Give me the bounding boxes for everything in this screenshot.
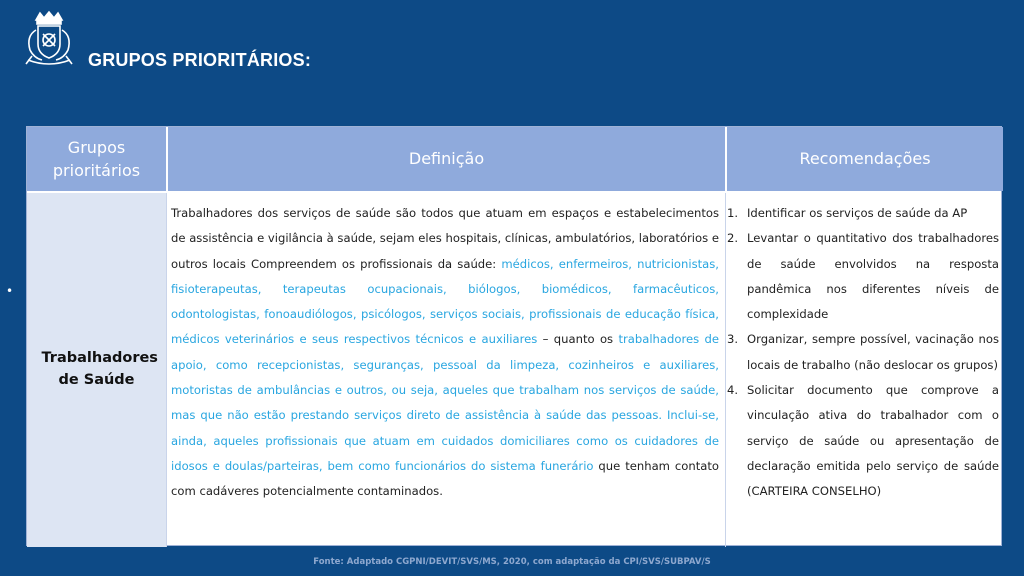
- recommendation-item: [727, 378, 999, 504]
- column-header-recommendations: Recomendações: [727, 127, 1003, 191]
- recommendation-text: Solicitar documento que comprove a vinculação ativa do trabalhador com o serviço de saúde ou apresentação de declaração emitida pelo serviço de saúde (CARTEIRA CONSELHO): [747, 383, 999, 499]
- column-divider: [166, 193, 167, 547]
- definition-segment-highlight: trabalhadores de apoio, como recepcionistas, seguranças, pessoal da limpeza, cozinheiros e auxiliares, motoristas de ambulâncias e outros, ou seja, aqueles que trabalham nos serviços de saúde, mas que não estão prestando serviços direto de assistência à saúde das pessoas. Inclui-se, ainda, aqueles profissionais que atuam em cuidados domiciliares como os cuidadores de idosos e doulas/parteiras, bem como funcionários do sistema funerário: [171, 332, 719, 473]
- recommendation-text: Organizar, sempre possível, vacinação nos locais de trabalho (não deslocar os grupos): [747, 332, 999, 372]
- recommendations-list: [727, 201, 999, 505]
- recommendation-item: [727, 226, 999, 327]
- column-divider: [725, 193, 726, 547]
- coat-of-arms-icon: [22, 10, 76, 68]
- recommendation-text: Identificar os serviços de saúde da AP: [747, 206, 968, 220]
- group-name: Trabalhadores de Saúde: [41, 350, 158, 388]
- definition-segment: – quanto os: [537, 332, 619, 347]
- bullet-mark: •: [6, 284, 14, 298]
- recommendation-item: [727, 327, 999, 378]
- definition-segment: Trabalhadores dos serviços de saúde são todos que atuam em espaços e estabelecimentos de assistência e vigilância à saúde, sejam eles hospitais, clínicas, ambulatórios, laboratórios e outros locais Compreendem os profissionais da saúde:: [171, 206, 719, 271]
- recommendation-item: [727, 201, 999, 226]
- column-header-definition: Definição: [168, 127, 725, 191]
- definition-segment: que tenham contato com cadáveres potencialmente contaminados.: [171, 458, 719, 499]
- recommendation-number: 4.: [727, 383, 739, 398]
- page-title: GRUPOS PRIORITÁRIOS:: [88, 50, 312, 70]
- group-name-cell: [27, 193, 166, 547]
- priority-groups-table: [26, 126, 1002, 546]
- definition-text: [171, 201, 719, 505]
- recommendation-text: Levantar o quantitativo dos trabalhadores de saúde envolvidos na resposta pandêmica nos diferentes níveis de complexidade: [747, 231, 999, 322]
- recommendation-number: 1.: [727, 206, 739, 220]
- recommendation-number: 3.: [727, 332, 739, 347]
- source-footnote: Fonte: Adaptado CGPNI/DEVIT/SVS/MS, 2020, com adaptação da CPI/SVS/SUBPAV/S: [313, 557, 711, 567]
- recommendation-number: 2.: [727, 231, 739, 246]
- column-header-groups: Grupos prioritários: [27, 127, 166, 191]
- definition-segment-highlight: médicos, enfermeiros, nutricionistas, fisioterapeutas, terapeutas ocupacionais, biólogos, biomédicos, farmacêuticos, odontologistas, fonoaudiólogos, psicólogos, serviços sociais, profissionais de educação física, médicos veterinários e seus respectivos técnicos e auxiliares: [171, 256, 719, 347]
